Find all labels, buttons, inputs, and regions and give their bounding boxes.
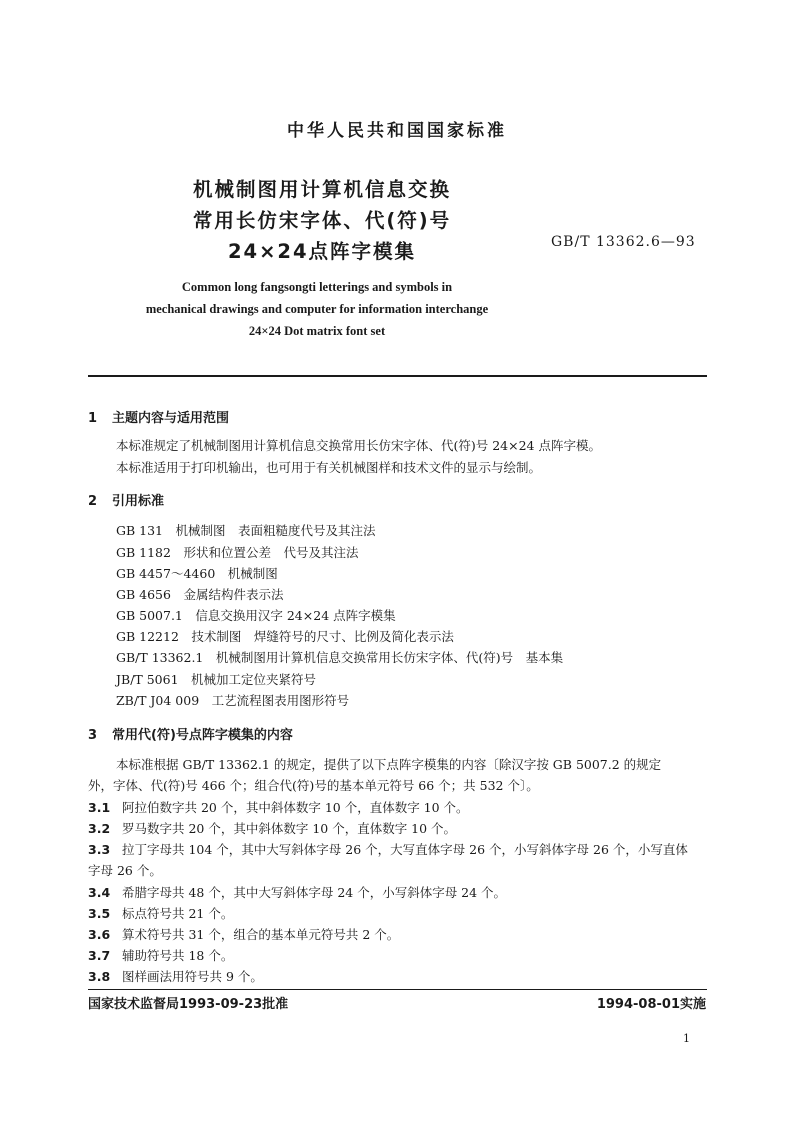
item-3-1 [88,798,469,816]
reference-item: GB 5007.1 信息交换用汉字 24×24 点阵字模集 [116,608,396,623]
section-1-paragraph: 本标准规定了机械制图用计算机信息交换常用长仿宋字体、代(符)号 24×24 点阵字模。 [116,438,601,453]
item-number: 3.1 [88,800,111,815]
section-3-intro-line-1: 本标准根据 GB/T 13362.1 的规定，提供了以下点阵字模集的内容〔除汉字按 GB 5007.2 的规定 [116,757,662,772]
section-2-number: 2 [88,494,98,509]
item-text: 辅助符号共 18 个。 [122,948,234,963]
item-text: 罗马数字共 20 个，其中斜体数字 10 个，直体数字 10 个。 [122,821,457,836]
item-text: 希腊字母共 48 个，其中大写斜体字母 24 个，小写斜体字母 24 个。 [122,885,507,900]
reference-item: GB 131 机械制图 表面粗糙度代号及其注法 [116,523,376,538]
item-3-5 [88,904,233,922]
item-text: 阿拉伯数字共 20 个，其中斜体数字 10 个，直体数字 10 个。 [122,800,469,815]
reference-item: GB 1182 形状和位置公差 代号及其注法 [116,545,359,560]
item-text: 标点符号共 21 个。 [122,906,234,921]
section-3-number: 3 [88,728,98,743]
footer-rule [88,989,707,990]
reference-item: GB/T 13362.1 机械制图用计算机信息交换常用长仿宋字体、代(符)号 基本集 [116,650,564,665]
item-number: 3.5 [88,906,111,921]
item-3-2 [88,819,456,837]
section-3-heading [88,724,293,743]
item-3-7 [88,946,233,964]
section-1-number: 1 [88,411,98,426]
item-3-8 [88,967,263,985]
section-1-heading [88,407,229,426]
item-text: 算术符号共 31 个，组合的基本单元符号共 2 个。 [122,927,400,942]
implementation-date: 1994-08-01实施 [596,997,706,1012]
header-rule [88,375,707,377]
section-3-title: 常用代(符)号点阵字模集的内容 [112,728,293,743]
reference-item: GB 4656 金属结构件表示法 [116,587,284,602]
reference-item: GB 4457～4460 机械制图 [116,566,278,581]
item-3-3 [88,840,688,858]
approval-statement: 国家技术监督局1993-09-23批准 [88,997,289,1012]
title-en-line-1: Common long fangsongti letterings and symbols in [181,280,453,294]
item-3-3-continuation: 字母 26 个。 [88,863,162,878]
item-text: 图样画法用符号共 9 个。 [122,969,263,984]
item-number: 3.8 [88,969,111,984]
reference-item: GB 12212 技术制图 焊缝符号的尺寸、比例及简化表示法 [116,629,454,644]
title-cn-line-2: 常用长仿宋字体、代(符)号 [192,209,452,232]
item-number: 3.7 [88,948,111,963]
item-number: 3.2 [88,821,111,836]
item-number: 3.4 [88,885,111,900]
title-en-line-3: 24×24 Dot matrix font set [248,324,386,338]
title-en-line-2: mechanical drawings and computer for information interchange [145,302,489,316]
item-3-4 [88,883,506,901]
title-cn-line-3: 24×24点阵字模集 [227,240,417,263]
reference-item: JB/T 5061 机械加工定位夹紧符号 [116,672,317,687]
section-3-intro-line-2: 外，字体、代(符)号 466 个；组合代(符)号的基本单元符号 66 个；共 532 个〕。 [88,778,539,793]
item-text: 拉丁字母共 104 个，其中大写斜体字母 26 个，大写直体字母 26 个，小写斜体字母 26 个，小写直体 [122,842,688,857]
national-standard-header: 中华人民共和国国家标准 [287,121,507,141]
section-1-title: 主题内容与适用范围 [112,411,230,426]
section-2-heading [88,490,164,509]
title-cn-line-1: 机械制图用计算机信息交换 [192,178,451,201]
section-1-paragraph: 本标准适用于打印机输出，也可用于有关机械图样和技术文件的显示与绘制。 [116,460,542,475]
standard-number: GB/T 13362.6—93 [551,234,696,250]
item-3-6 [88,925,399,943]
item-number: 3.6 [88,927,111,942]
reference-item: ZB/T J04 009 工艺流程图表用图形符号 [116,693,350,708]
item-number: 3.3 [88,842,111,857]
page-number: 1 [683,1032,690,1045]
section-2-title: 引用标准 [112,494,165,509]
